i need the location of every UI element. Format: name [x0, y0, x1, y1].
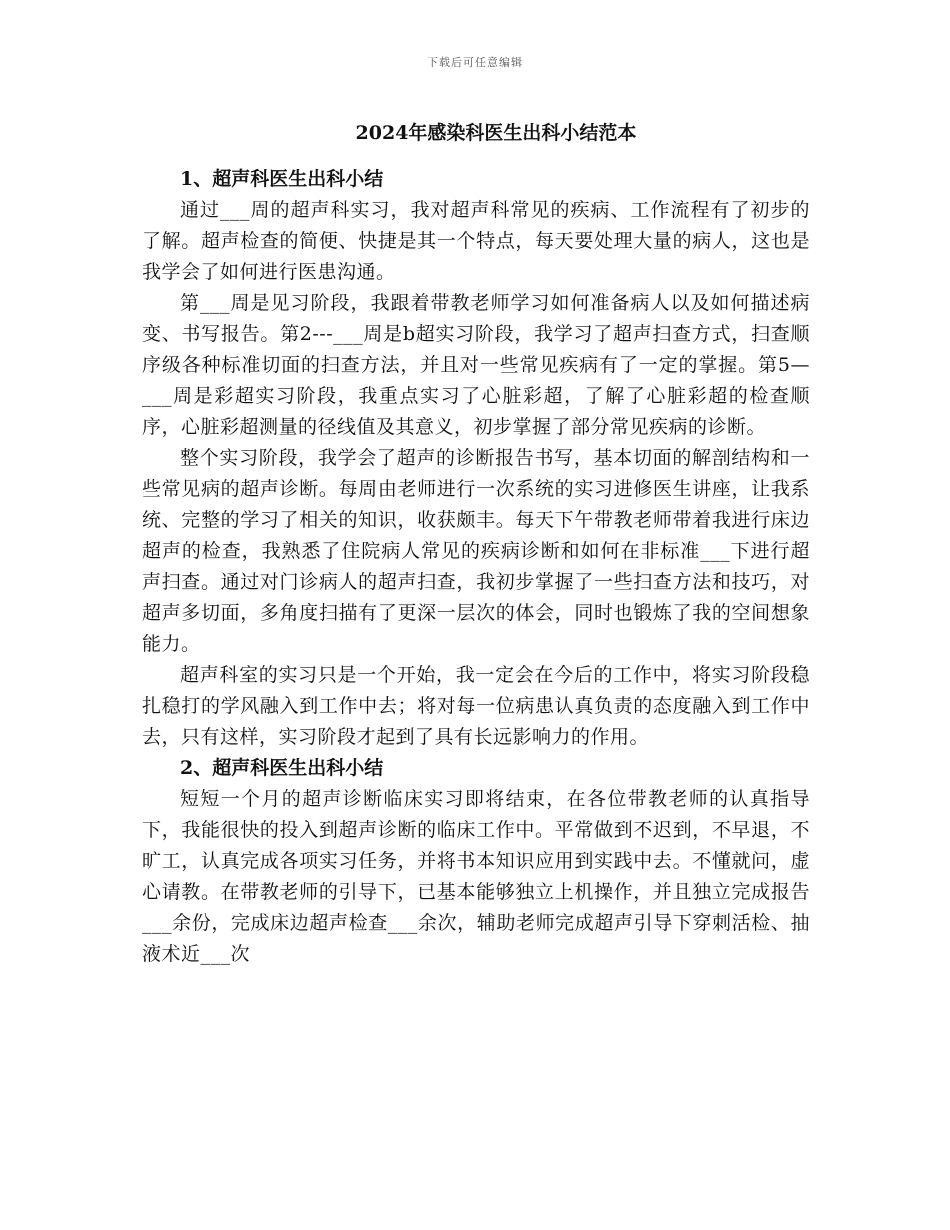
section-heading: 1、超声科医生出科小结	[180, 168, 384, 190]
paragraph: 超声科室的实习只是一个开始，我一定会在今后的工作中，将实习阶段稳扎稳打的学风融入到工作中去；将对每一位病患认真负责的态度融入到工作中去，只有这样，实习阶段才起到了具有长远影响力的作用。	[142, 664, 810, 748]
paragraph: 整个实习阶段，我学会了超声的诊断报告书写，基本切面的解剖结构和一些常见病的超声诊断。每周由老师进行一次系统的实习进修医生讲座，让我系统、完整的学习了相关的知识，收获颇丰。每天下午带教老师带着我进行床边超声的检查，我熟悉了住院病人常见的疾病诊断和如何在非标准___下进行超声扫查。通过对门诊病人的超声扫查，我初步掌握了一些扫查方法和技巧，对超声多切面，多角度扫描有了更深一层次的体会，同时也锻炼了我的空间想象能力。	[142, 447, 810, 655]
document-title: 2024年感染科医生出科小结范本	[355, 122, 637, 144]
paragraph: 通过___周的超声科实习，我对超声科常见的疾病、工作流程有了初步的了解。超声检查的简便、快捷是其一个特点，每天要处理大量的病人，这也是我学会了如何进行医患沟通。	[142, 199, 810, 283]
header-note: 下载后可任意编辑	[427, 56, 523, 69]
document-body	[142, 118, 810, 970]
section-1	[142, 164, 810, 753]
paragraph: 第___周是见习阶段，我跟着带教老师学习如何准备病人以及如何描述病变、书写报告。第2---___周是b超实习阶段，我学习了超声扫查方式，扫查顺序级各种标准切面的扫查方法，并且对一些常见疾病有了一定的掌握。第5—___周是彩超实习阶段，我重点实习了心脏彩超，了解了心脏彩超的检查顺序，心脏彩超测量的径线值及其意义，初步掌握了部分常见疾病的诊断。	[142, 292, 810, 438]
section-2	[142, 753, 810, 970]
paragraph: 短短一个月的超声诊断临床实习即将结束，在各位带教老师的认真指导下，我能很快的投入到超声诊断的临床工作中。平常做到不迟到，不早退，不旷工，认真完成各项实习任务，并将书本知识应用到实践中去。不懂就问，虚心请教。在带教老师的引导下，已基本能够独立上机操作，并且独立完成报告___余份，完成床边超声检查___余次，辅助老师完成超声引导下穿刺活检、抽液术近___次	[142, 788, 810, 965]
section-heading: 2、超声科医生出科小结	[180, 757, 384, 779]
